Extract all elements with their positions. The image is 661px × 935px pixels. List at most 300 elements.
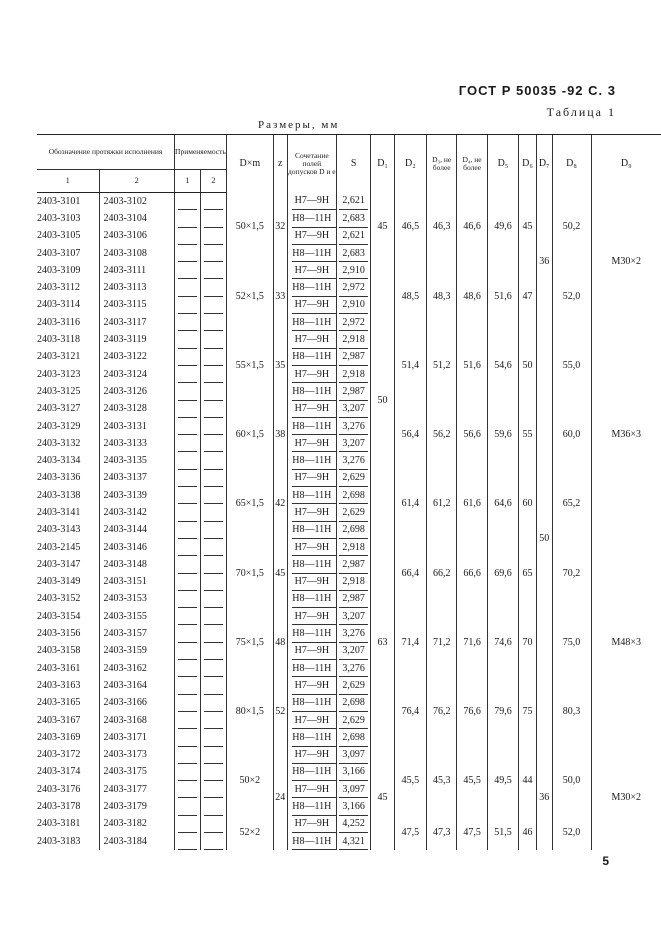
applicability-cell-2 <box>200 504 226 521</box>
applicability-cell-2 <box>200 781 226 798</box>
s-cell: 4,252 <box>336 816 370 833</box>
tolerance-cell: Н8—11Н <box>287 660 336 677</box>
code-exec-2: 2403-3126 <box>99 383 175 400</box>
code-exec-1: 2403-3172 <box>37 749 81 761</box>
s-cell: 3,207 <box>336 401 370 418</box>
applicability-cell-1 <box>175 539 201 556</box>
code-exec-2: 2403-3146 <box>99 539 175 556</box>
tolerance-cell: Н7—9Н <box>287 504 336 521</box>
table-row <box>37 401 661 418</box>
s-cell: 3,276 <box>336 660 370 677</box>
z-cell: 52 <box>273 677 287 746</box>
applicability-cell-1 <box>175 504 201 521</box>
tolerance-cell: Н7—9Н <box>287 712 336 729</box>
applicability-cell-1 <box>175 452 201 469</box>
applicability-cell-1 <box>175 591 201 608</box>
d4-cell: 48,6 <box>457 262 487 331</box>
s-cell: 4,321 <box>336 833 370 850</box>
applicability-cell-2 <box>200 574 226 591</box>
code-exec-1: 2403-3109 <box>37 264 81 276</box>
d6-cell: 46 <box>519 816 537 851</box>
code-exec-1: 2403-3154 <box>37 610 81 622</box>
d8-cell: 55,0 <box>552 331 591 400</box>
code-exec-1: 2403-3141 <box>37 506 81 518</box>
code-exec-1: 2403-3169 <box>37 731 81 743</box>
dimensions-table <box>37 134 661 850</box>
d7-cell: 36 <box>536 747 552 851</box>
table-row <box>37 470 661 487</box>
applicability-cell-1 <box>175 677 201 694</box>
d2-cell: 66,4 <box>394 539 426 608</box>
tolerance-cell: Н8—11Н <box>287 418 336 435</box>
table-row <box>37 816 661 833</box>
d5-cell: 64,6 <box>487 470 518 539</box>
code-exec-2: 2403-3184 <box>99 833 175 850</box>
applicability-cell-2 <box>200 331 226 348</box>
z-cell: 32 <box>273 193 287 263</box>
tolerance-cell: Н7—9Н <box>287 297 336 314</box>
code-exec-1: 2403-3127 <box>37 403 81 415</box>
s-cell: 2,698 <box>336 487 370 504</box>
code-exec-1: 2403-3183 <box>37 835 81 847</box>
applicability-cell-1 <box>175 314 201 331</box>
d8-header: D₈ <box>552 135 591 193</box>
code-exec-1: 2403-3105 <box>37 230 81 242</box>
applicability-cell-2 <box>200 660 226 677</box>
s-cell: 2,987 <box>336 556 370 573</box>
s-cell: 2,972 <box>336 279 370 296</box>
standard-header: ГОСТ Р 50035 -92 С. 3 <box>458 83 616 98</box>
z-cell: 33 <box>273 262 287 331</box>
applicability-cell-1 <box>175 331 201 348</box>
tolerance-header: Сочетание полей допусков D и е <box>287 135 336 193</box>
d6-cell: 45 <box>519 193 537 263</box>
applicability-cell-2 <box>200 643 226 660</box>
table-row <box>37 331 661 348</box>
code-exec-1: 2403-3178 <box>37 801 81 813</box>
code-exec-2: 2403-3144 <box>99 522 175 539</box>
s-cell: 2,918 <box>336 366 370 383</box>
s-cell: 2,698 <box>336 522 370 539</box>
tolerance-cell: Н8—11Н <box>287 210 336 227</box>
applicability-cell-1 <box>175 798 201 815</box>
app-header-2: 2 <box>200 170 226 193</box>
d5-cell: 49,6 <box>487 193 518 263</box>
tolerance-cell: Н7—9Н <box>287 781 336 798</box>
code-exec-1: 2403-3161 <box>37 662 81 674</box>
code-exec-2: 2403-3182 <box>99 816 175 833</box>
code-exec-1: 2403-3118 <box>37 334 80 346</box>
s-cell: 2,698 <box>336 695 370 712</box>
code-exec-1: 2403-3101 <box>37 195 81 207</box>
s-cell: 3,207 <box>336 435 370 452</box>
dxm-cell: 70×1,5 <box>226 539 273 608</box>
d5-cell: 49,5 <box>487 747 518 816</box>
s-cell: 3,166 <box>336 764 370 781</box>
d6-cell: 75 <box>519 677 537 746</box>
d9-cell: М30×2 <box>591 193 661 332</box>
d1-cell: 45 <box>371 747 394 851</box>
d7-cell: 50 <box>536 331 552 746</box>
code-exec-2: 2403-3166 <box>99 695 175 712</box>
d4-cell: 61,6 <box>457 470 487 539</box>
code-exec-2: 2403-3133 <box>99 435 175 452</box>
table-row <box>37 608 661 625</box>
dxm-header: D×m <box>226 135 273 193</box>
d2-cell: 46,5 <box>394 193 426 263</box>
d8-cell: 60,0 <box>552 401 591 470</box>
code-exec-1: 2403-3123 <box>37 368 81 380</box>
code-exec-2: 2403-3148 <box>99 556 175 573</box>
dxm-cell: 75×1,5 <box>226 608 273 677</box>
d1-cell: 45 <box>371 193 394 263</box>
d4-cell: 46,6 <box>457 193 487 263</box>
tolerance-cell: Н8—11Н <box>287 487 336 504</box>
tolerance-cell: Н8—11Н <box>287 556 336 573</box>
code-exec-1: 2403-3121 <box>37 351 81 363</box>
d3-cell: 48,3 <box>427 262 457 331</box>
code-exec-2: 2403-3164 <box>99 677 175 694</box>
tolerance-cell: Н8—11Н <box>287 279 336 296</box>
applicability-cell-2 <box>200 487 226 504</box>
applicability-cell-1 <box>175 245 201 262</box>
code-exec-2: 2403-3162 <box>99 660 175 677</box>
code-exec-1: 2403-3114 <box>37 299 80 311</box>
code-exec-1: 2403-3125 <box>37 385 81 397</box>
d4-cell: 76,6 <box>457 677 487 746</box>
d6-cell: 50 <box>519 331 537 400</box>
applicability-cell-2 <box>200 625 226 642</box>
tolerance-cell: Н7—9Н <box>287 401 336 418</box>
dxm-cell: 55×1,5 <box>226 331 273 400</box>
tolerance-cell: Н7—9Н <box>287 816 336 833</box>
code-exec-2: 2403-3111 <box>99 262 175 279</box>
applicability-cell-2 <box>200 816 226 833</box>
applicability-cell-2 <box>200 366 226 383</box>
s-cell: 2,621 <box>336 228 370 245</box>
tolerance-cell: Н8—11Н <box>287 695 336 712</box>
s-cell: 2,918 <box>336 539 370 556</box>
code-exec-2: 2403-3117 <box>99 314 175 331</box>
code-exec-2: 2403-3124 <box>99 366 175 383</box>
d3-cell: 76,2 <box>427 677 457 746</box>
code-exec-1: 2403-3158 <box>37 645 81 657</box>
d2-header: D₂ <box>394 135 426 193</box>
s-cell: 3,097 <box>336 747 370 764</box>
applicability-cell-2 <box>200 677 226 694</box>
applicability-cell-2 <box>200 522 226 539</box>
tolerance-cell: Н7—9Н <box>287 331 336 348</box>
s-cell: 2,629 <box>336 470 370 487</box>
s-cell: 2,683 <box>336 245 370 262</box>
applicability-cell-2 <box>200 712 226 729</box>
z-cell: 45 <box>273 539 287 608</box>
code-exec-2: 2403-3171 <box>99 729 175 746</box>
code-exec-2: 2403-3151 <box>99 574 175 591</box>
applicability-cell-1 <box>175 660 201 677</box>
applicability-cell-1 <box>175 366 201 383</box>
applicability-cell-1 <box>175 643 201 660</box>
d5-cell: 59,6 <box>487 401 518 470</box>
dxm-cell: 52×2 <box>226 816 273 851</box>
d1-header: D₁ <box>371 135 394 193</box>
s-cell: 2,629 <box>336 504 370 521</box>
table-label: Таблица 1 <box>546 105 616 119</box>
applicability-cell-1 <box>175 193 201 211</box>
tolerance-cell: Н7—9Н <box>287 747 336 764</box>
d3-cell: 56,2 <box>427 401 457 470</box>
tolerance-cell: Н7—9Н <box>287 193 336 211</box>
s-cell: 2,629 <box>336 712 370 729</box>
table-row <box>37 262 661 279</box>
applicability-cell-1 <box>175 556 201 573</box>
tolerance-cell: Н7—9Н <box>287 643 336 660</box>
d6-cell: 60 <box>519 470 537 539</box>
d7-header: D₇ <box>536 135 552 193</box>
code-exec-1: 2403-3165 <box>37 697 81 709</box>
table-row <box>37 677 661 694</box>
tolerance-cell: Н8—11Н <box>287 452 336 469</box>
d7-cell: 36 <box>536 193 552 332</box>
dxm-cell: 50×2 <box>226 747 273 816</box>
s-cell: 3,276 <box>336 418 370 435</box>
code-exec-1: 2403-3116 <box>37 316 80 328</box>
sub-header-1: 1 <box>37 170 99 193</box>
applicability-cell-1 <box>175 228 201 245</box>
d8-cell: 50,0 <box>552 747 591 816</box>
code-exec-2: 2403-3113 <box>99 279 175 296</box>
code-exec-2: 2403-3102 <box>99 193 175 211</box>
d4-cell: 71,6 <box>457 608 487 677</box>
code-exec-2: 2403-3104 <box>99 210 175 227</box>
d6-cell: 47 <box>519 262 537 331</box>
tolerance-cell: Н8—11Н <box>287 729 336 746</box>
tolerance-cell: Н8—11Н <box>287 833 336 850</box>
s-cell: 3,097 <box>336 781 370 798</box>
tolerance-cell: Н8—11Н <box>287 349 336 366</box>
code-exec-1: 2403-3136 <box>37 472 81 484</box>
code-exec-1: 2403-3174 <box>37 766 81 778</box>
code-exec-1: 2403-3129 <box>37 420 81 432</box>
d8-cell: 80,3 <box>552 677 591 746</box>
applicability-cell-1 <box>175 297 201 314</box>
code-exec-2: 2403-3168 <box>99 712 175 729</box>
code-exec-1: 2403-3167 <box>37 714 81 726</box>
d2-cell: 45,5 <box>394 747 426 816</box>
tolerance-cell: Н7—9Н <box>287 470 336 487</box>
applicability-cell-2 <box>200 297 226 314</box>
applicability-cell-1 <box>175 729 201 746</box>
code-exec-2: 2403-3122 <box>99 349 175 366</box>
applicability-cell-2 <box>200 228 226 245</box>
applicability-cell-2 <box>200 210 226 227</box>
tolerance-cell: Н7—9Н <box>287 608 336 625</box>
d8-cell: 52,0 <box>552 262 591 331</box>
tolerance-cell: Н8—11Н <box>287 798 336 815</box>
d4-cell: 51,6 <box>457 331 487 400</box>
s-cell: 3,276 <box>336 452 370 469</box>
d9-cell: М30×2 <box>591 747 661 851</box>
designation-header: Обозначение протяжки исполнения <box>37 135 175 170</box>
tolerance-cell: Н8—11Н <box>287 522 336 539</box>
code-exec-1: 2403-3156 <box>37 628 81 640</box>
code-exec-2: 2403-3157 <box>99 625 175 642</box>
d2-cell: 51,4 <box>394 331 426 400</box>
code-exec-2: 2403-3119 <box>99 331 175 348</box>
d6-header: D₆ <box>519 135 537 193</box>
applicability-cell-2 <box>200 608 226 625</box>
d3-cell: 51,2 <box>427 331 457 400</box>
d3-cell: 61,2 <box>427 470 457 539</box>
applicability-cell-2 <box>200 245 226 262</box>
code-exec-2: 2403-3128 <box>99 401 175 418</box>
s-cell: 2,918 <box>336 574 370 591</box>
tolerance-cell: Н7—9Н <box>287 228 336 245</box>
applicability-cell-1 <box>175 764 201 781</box>
applicability-cell-2 <box>200 383 226 400</box>
code-exec-2: 2403-3135 <box>99 452 175 469</box>
d5-cell: 74,6 <box>487 608 518 677</box>
tolerance-cell: Н8—11Н <box>287 245 336 262</box>
tolerance-cell: Н8—11Н <box>287 314 336 331</box>
tolerance-cell: Н7—9Н <box>287 539 336 556</box>
applicability-cell-1 <box>175 470 201 487</box>
d6-cell: 70 <box>519 608 537 677</box>
tolerance-cell: Н7—9Н <box>287 574 336 591</box>
table-body <box>37 193 661 851</box>
d9-cell: М48×3 <box>591 539 661 747</box>
s-cell: 3,276 <box>336 625 370 642</box>
app-header-1: 1 <box>175 170 201 193</box>
d8-cell: 52,0 <box>552 816 591 851</box>
z-cell: 42 <box>273 470 287 539</box>
code-exec-2: 2403-3153 <box>99 591 175 608</box>
d2-cell: 76,4 <box>394 677 426 746</box>
dxm-cell: 65×1,5 <box>226 470 273 539</box>
dxm-cell: 80×1,5 <box>226 677 273 746</box>
tolerance-cell: Н7—9Н <box>287 435 336 452</box>
d3-cell: 45,3 <box>427 747 457 816</box>
applicability-cell-2 <box>200 349 226 366</box>
s-cell: 2,987 <box>336 591 370 608</box>
d8-cell: 75,0 <box>552 608 591 677</box>
code-exec-2: 2403-3142 <box>99 504 175 521</box>
applicability-cell-2 <box>200 695 226 712</box>
d8-cell: 65,2 <box>552 470 591 539</box>
applicability-cell-2 <box>200 401 226 418</box>
table-row <box>37 747 661 764</box>
applicability-cell-2 <box>200 262 226 279</box>
d2-cell: 48,5 <box>394 262 426 331</box>
applicability-cell-2 <box>200 435 226 452</box>
code-exec-1: 2403-3138 <box>37 489 81 501</box>
code-exec-2: 2403-3137 <box>99 470 175 487</box>
applicability-cell-2 <box>200 556 226 573</box>
applicability-cell-1 <box>175 625 201 642</box>
d5-cell: 79,6 <box>487 677 518 746</box>
applicability-cell-1 <box>175 383 201 400</box>
d5-header: D₅ <box>487 135 518 193</box>
code-exec-1: 2403-3149 <box>37 576 81 588</box>
code-exec-2: 2403-3175 <box>99 764 175 781</box>
applicability-cell-2 <box>200 833 226 850</box>
applicability-cell-1 <box>175 487 201 504</box>
code-exec-2: 2403-3131 <box>99 418 175 435</box>
code-exec-2: 2403-3159 <box>99 643 175 660</box>
applicability-cell-2 <box>200 729 226 746</box>
d8-cell: 70,2 <box>552 539 591 608</box>
page-number: 5 <box>602 854 609 868</box>
code-exec-2: 2403-3173 <box>99 747 175 764</box>
code-exec-1: 2403-3132 <box>37 437 81 449</box>
s-cell: 3,166 <box>336 798 370 815</box>
table-row <box>37 539 661 556</box>
d3-header: D₃, не более <box>427 135 457 193</box>
tolerance-cell: Н8—11Н <box>287 383 336 400</box>
s-cell: 2,698 <box>336 729 370 746</box>
applicability-cell-2 <box>200 470 226 487</box>
d4-cell: 47,5 <box>457 816 487 851</box>
applicability-cell-2 <box>200 764 226 781</box>
d9-header: D₉ <box>591 135 661 193</box>
code-exec-1: 2403-3134 <box>37 455 81 467</box>
d5-cell: 54,6 <box>487 331 518 400</box>
applicability-cell-2 <box>200 314 226 331</box>
code-exec-2: 2403-3108 <box>99 245 175 262</box>
tolerance-cell: Н7—9Н <box>287 677 336 694</box>
z-cell: 35 <box>273 331 287 400</box>
applicability-cell-1 <box>175 747 201 764</box>
applicability-cell-1 <box>175 279 201 296</box>
applicability-cell-1 <box>175 574 201 591</box>
s-cell: 2,910 <box>336 262 370 279</box>
z-cell: 24 <box>273 747 287 851</box>
applicability-cell-2 <box>200 279 226 296</box>
tolerance-cell: Н7—9Н <box>287 366 336 383</box>
s-header: S <box>336 135 370 193</box>
sub-header-2: 2 <box>99 170 175 193</box>
code-exec-2: 2403-3177 <box>99 781 175 798</box>
dimensions-caption: Размеры, мм <box>258 119 340 131</box>
code-exec-1: 2403-3143 <box>37 524 81 536</box>
code-exec-1: 2403-3181 <box>37 818 81 830</box>
tolerance-cell: Н7—9Н <box>287 262 336 279</box>
applicability-cell-2 <box>200 747 226 764</box>
code-exec-2: 2403-3139 <box>99 487 175 504</box>
d5-cell: 51,6 <box>487 262 518 331</box>
code-exec-1: 2403-3152 <box>37 593 81 605</box>
d9-cell: М36×3 <box>591 331 661 539</box>
s-cell: 2,629 <box>336 677 370 694</box>
d1-cell: 63 <box>371 539 394 747</box>
d2-cell: 56,4 <box>394 401 426 470</box>
dxm-cell: 50×1,5 <box>226 193 273 263</box>
applicability-cell-2 <box>200 193 226 211</box>
applicability-cell-2 <box>200 591 226 608</box>
z-cell: 48 <box>273 608 287 677</box>
d4-cell: 66,6 <box>457 539 487 608</box>
applicability-cell-1 <box>175 608 201 625</box>
code-exec-2: 2403-3155 <box>99 608 175 625</box>
s-cell: 3,207 <box>336 608 370 625</box>
applicability-cell-1 <box>175 816 201 833</box>
code-exec-1: 2403-3176 <box>37 783 81 795</box>
s-cell: 2,683 <box>336 210 370 227</box>
code-exec-2: 2403-3115 <box>99 297 175 314</box>
s-cell: 2,972 <box>336 314 370 331</box>
d3-cell: 46,3 <box>427 193 457 263</box>
z-cell: 38 <box>273 401 287 470</box>
